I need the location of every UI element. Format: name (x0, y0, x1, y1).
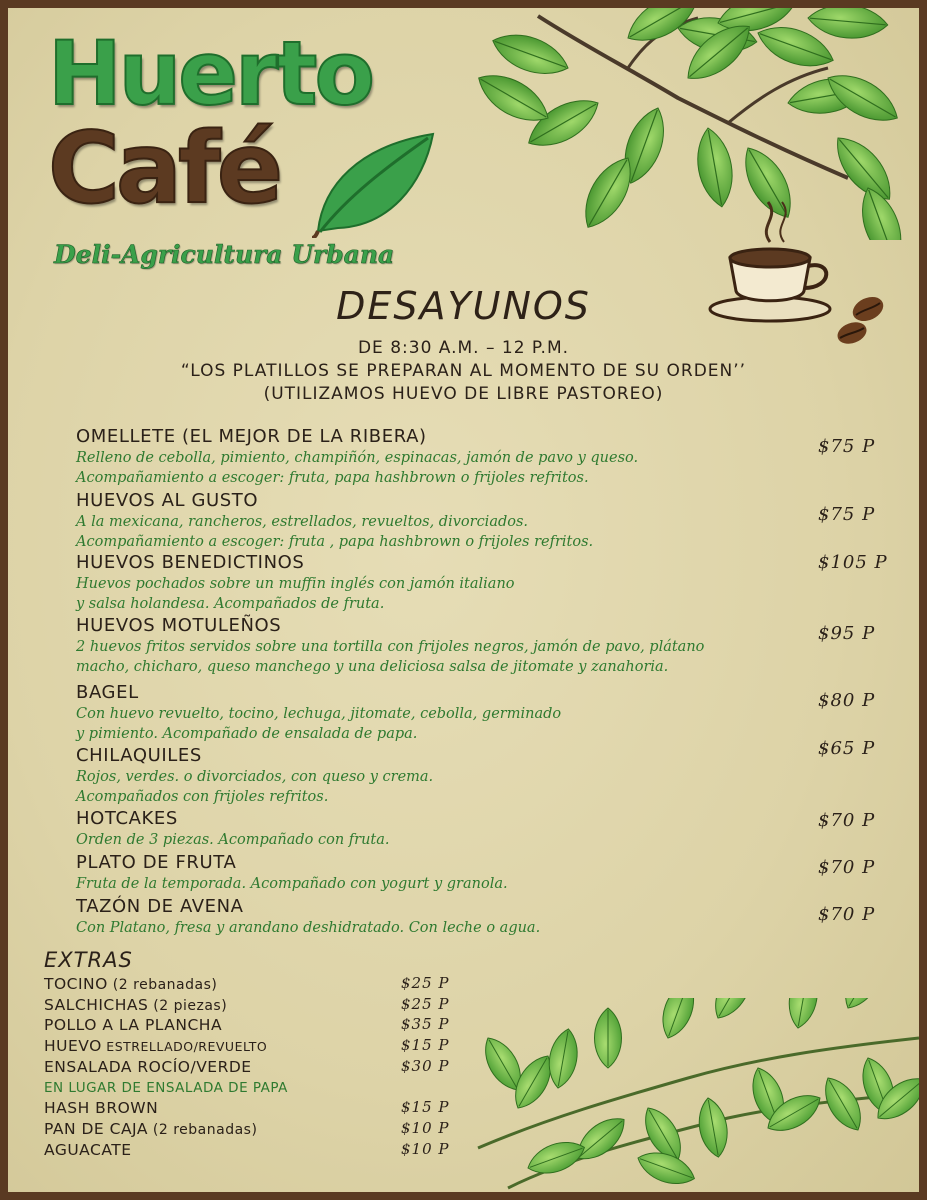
extra-item (44, 1098, 504, 1119)
item-description: A la mexicana, rancheros, estrellados, revueltos, divorciados. Acompañamiento a escoger: fruta , papa hashbrown o frijoles refritos. (76, 514, 594, 550)
menu-item (76, 615, 916, 682)
menu-item (76, 738, 916, 808)
brand-name-line1: Huerto (48, 22, 372, 125)
item-name: CHILAQUILES (76, 745, 202, 766)
extra-name: ENSALADA ROCÍO/VERDE (44, 1057, 252, 1076)
menu-item (76, 426, 916, 490)
item-name: HUEVOS BENEDICTINOS (76, 552, 305, 573)
extra-name: HASH BROWN (44, 1099, 159, 1118)
extra-name: POLLO A LA PLANCHA (44, 1016, 223, 1035)
extra-price: $25 P (401, 994, 450, 1013)
extra-detail: ESTRELLADO/REVUELTO (101, 1039, 268, 1055)
extras-title: EXTRAS (44, 948, 133, 972)
extra-item (44, 1077, 504, 1098)
item-price: $95 P (818, 623, 876, 644)
menu-item (76, 490, 916, 552)
item-name: OMELLETE (EL MEJOR DE LA RIBERA) (76, 426, 427, 447)
item-price: $65 P (818, 738, 876, 759)
note-preparation: “LOS PLATILLOS SE PREPARAN AL MOMENTO DE SU ORDEN’’ (180, 361, 747, 381)
brand-tagline: Deli-Agricultura Urbana (54, 240, 395, 269)
item-price: $70 P (818, 857, 876, 878)
menu-item (76, 852, 916, 896)
item-price: $70 P (818, 810, 876, 831)
item-description: Fruta de la temporada. Acompañado con yogurt y granola. (76, 876, 508, 892)
item-price: $70 P (818, 904, 876, 925)
hours-text: DE 8:30 A.M. – 12 P.M. (357, 338, 570, 358)
item-description: Con Platano, fresa y arandano deshidratado. Con leche o agua. (76, 920, 541, 936)
extra-price: $15 P (401, 1098, 450, 1117)
item-description: Orden de 3 piezas. Acompañado con fruta. (76, 832, 390, 848)
item-description: Con huevo revuelto, tocino, lechuga, jitomate, cebolla, germinado y pimiento. Acompañado de ensalada de papa. (76, 706, 562, 742)
item-name: PLATO DE FRUTA (76, 852, 237, 873)
item-name: TAZÓN DE AVENA (76, 896, 244, 917)
extra-price: $30 P (401, 1056, 450, 1075)
menu-item (76, 682, 916, 745)
page-title: DESAYUNOS (336, 284, 591, 328)
item-description: Relleno de cebolla, pimiento, champiñón, espinacas, jamón de pavo y queso. Acompañamiento a escoger: fruta, papa hashbrown o frijoles refritos. (76, 450, 639, 486)
leafy-branch-bottom (468, 998, 919, 1192)
extra-item (44, 1015, 504, 1036)
extra-item (44, 1140, 504, 1161)
item-name: BAGEL (76, 682, 139, 703)
extra-item (44, 1119, 504, 1140)
item-description: Huevos pochados sobre un muffin inglés con jamón italiano y salsa holandesa. Acompañados de fruta. (76, 576, 515, 612)
leaf-icon (308, 126, 438, 238)
extra-price: $10 P (401, 1139, 450, 1158)
extra-name: HUEVO (44, 1037, 102, 1056)
extra-item (44, 1036, 504, 1057)
menu-item (76, 896, 916, 940)
extra-price: $10 P (401, 1118, 450, 1137)
extra-name: SALCHICHAS (44, 995, 149, 1014)
extra-item (44, 1057, 504, 1078)
menu-list (76, 426, 916, 940)
extra-item (44, 974, 504, 995)
item-name: HOTCAKES (76, 808, 178, 829)
item-price: $105 P (818, 552, 888, 573)
menu-item (76, 552, 916, 615)
extra-detail: (2 rebanadas) (147, 1121, 258, 1138)
item-name: HUEVOS AL GUSTO (76, 490, 259, 511)
menu-page (8, 8, 919, 1192)
extra-price: $25 P (401, 974, 450, 992)
extra-price: $35 P (401, 1015, 450, 1034)
extra-name: TOCINO (44, 975, 108, 993)
note-eggs: (UTILIZAMOS HUEVO DE LIBRE PASTOREO) (263, 384, 664, 404)
extra-item (44, 995, 504, 1016)
extras-list (44, 974, 504, 1160)
item-price: $75 P (818, 436, 876, 457)
extra-detail: (2 rebanadas) (107, 977, 218, 993)
item-price: $80 P (818, 690, 876, 711)
item-price: $75 P (818, 504, 876, 525)
brand-name-line2: Café (48, 112, 280, 226)
item-description: Rojos, verdes. o divorciados, con queso y crema. Acompañados con frijoles refritos. (76, 769, 434, 805)
extra-name: EN LUGAR DE ENSALADA DE PAPA (44, 1080, 288, 1097)
menu-item (76, 808, 916, 852)
extra-name: AGUACATE (44, 1140, 132, 1159)
extra-name: PAN DE CAJA (44, 1119, 148, 1138)
item-description: 2 huevos fritos servidos sobre una tortilla con frijoles negros, jamón de pavo, plátano macho, chicharo, queso manchego y una deliciosa salsa de jitomate y zanahoria. (76, 639, 705, 675)
extra-detail: (2 piezas) (148, 997, 228, 1014)
extra-price: $15 P (401, 1036, 450, 1055)
item-name: HUEVOS MOTULEÑOS (76, 615, 282, 636)
